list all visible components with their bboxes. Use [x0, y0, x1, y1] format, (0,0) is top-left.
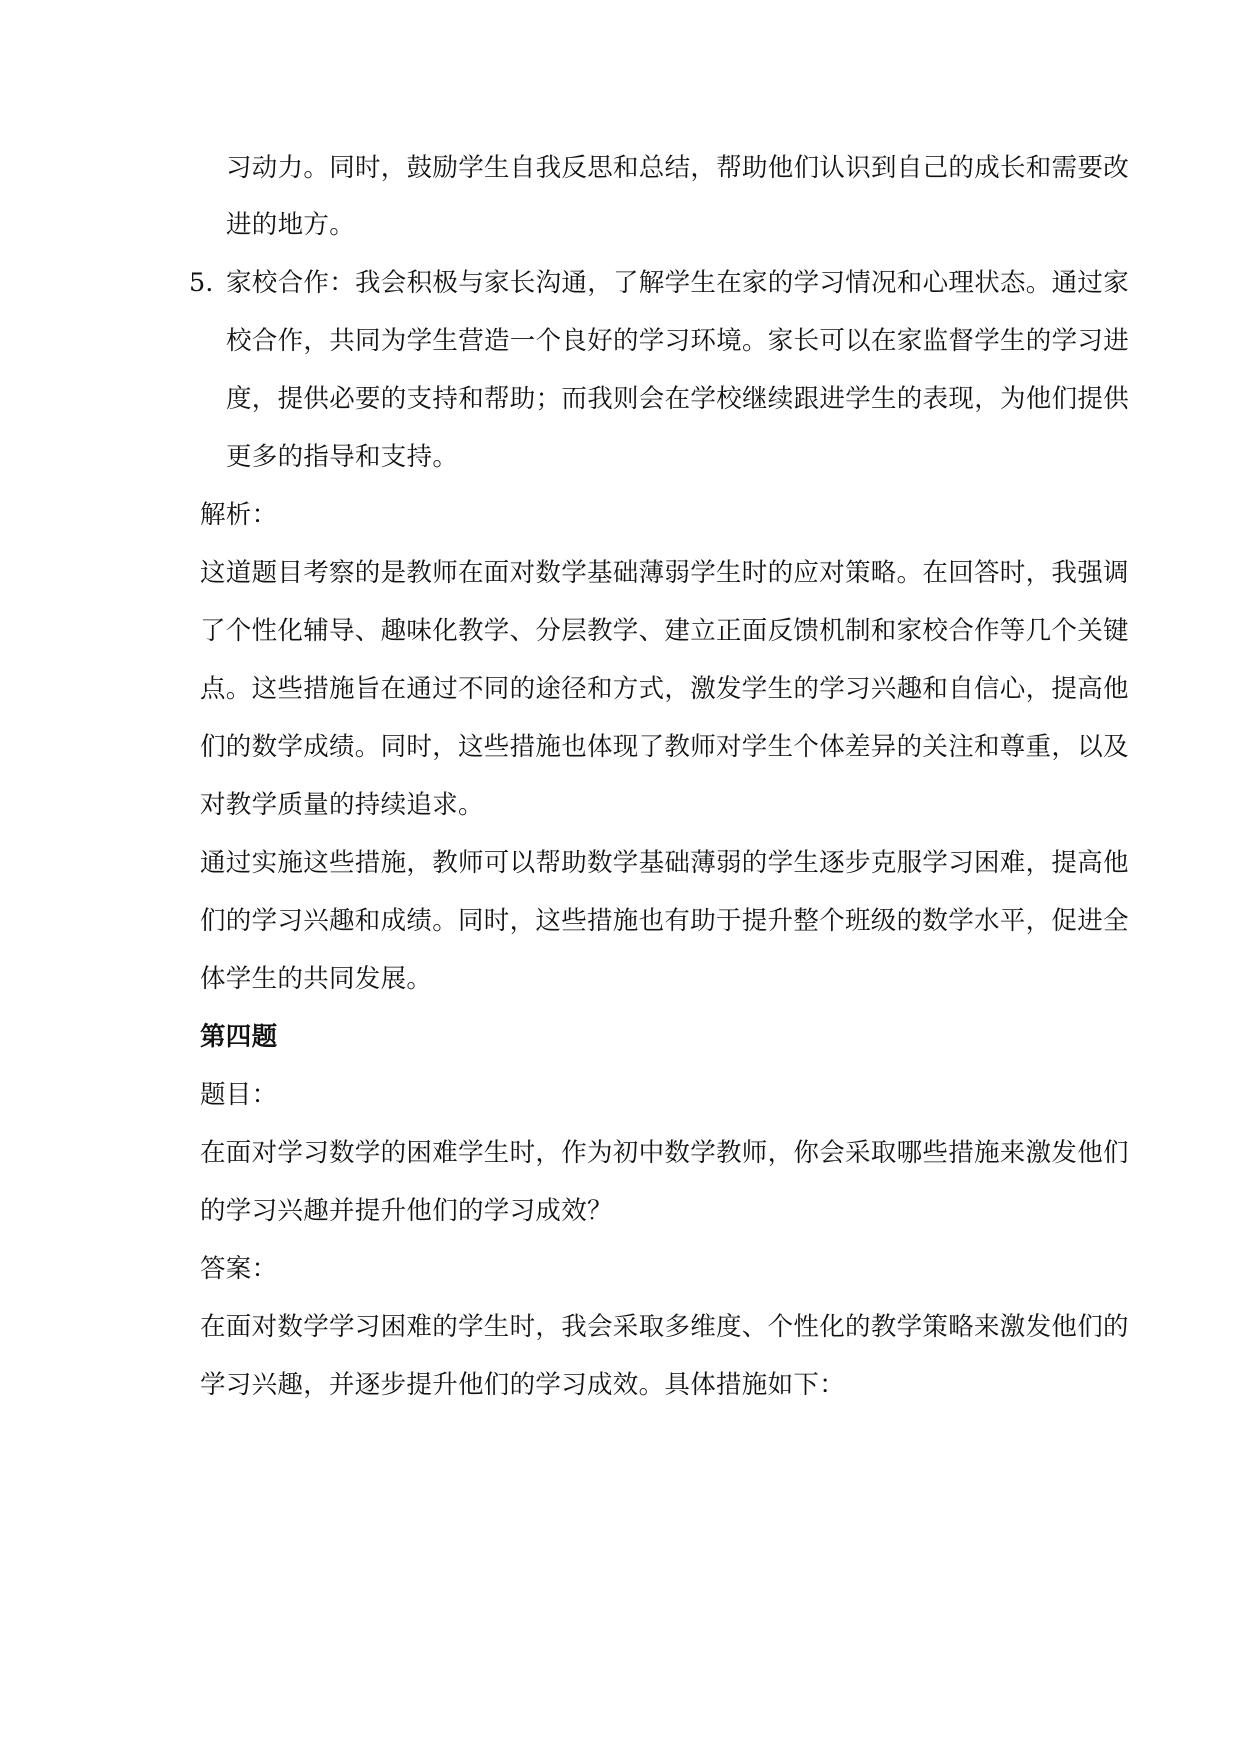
answer-label: 答案： [200, 1254, 278, 1284]
analysis-p1-line-3: 点。这些措施旨在通过不同的途径和方式，激发学生的学习兴趣和自信心，提高他 [200, 674, 1129, 704]
analysis-label: 解析： [200, 500, 278, 530]
continuation-line-2: 进的地方。 [226, 210, 356, 240]
analysis-p2-line-1: 通过实施这些措施，教师可以帮助数学基础薄弱的学生逐步克服学习困难，提高他 [200, 848, 1129, 878]
item-5-line-4: 更多的指导和支持。 [226, 442, 459, 472]
analysis-p1-line-5: 对教学质量的持续追求。 [200, 790, 484, 820]
question-4-heading: 第四题 [200, 1022, 278, 1052]
question-line-1: 在面对学习数学的困难学生时，作为初中数学教师，你会采取哪些措施来激发他们 [200, 1138, 1129, 1168]
answer-line-2: 学习兴趣，并逐步提升他们的学习成效。具体措施如下： [200, 1370, 846, 1400]
question-line-2: 的学习兴趣并提升他们的学习成效？ [200, 1196, 613, 1226]
analysis-p2-line-3: 体学生的共同发展。 [200, 964, 433, 994]
analysis-p1-line-2: 了个性化辅导、趣味化教学、分层教学、建立正面反馈机制和家校合作等几个关键 [200, 616, 1129, 646]
analysis-p2-line-2: 们的学习兴趣和成绩。同时，这些措施也有助于提升整个班级的数学水平，促进全 [200, 906, 1129, 936]
answer-line-1: 在面对数学学习困难的学生时，我会采取多维度、个性化的教学策略来激发他们的 [200, 1312, 1129, 1342]
item-5-line-2: 校合作，共同为学生营造一个良好的学习环境。家长可以在家监督学生的学习进 [226, 326, 1130, 356]
item-5-number: 5. [189, 268, 214, 298]
analysis-p1-line-1: 这道题目考察的是教师在面对数学基础薄弱学生时的应对策略。在回答时，我强调 [200, 558, 1129, 588]
question-label: 题目： [200, 1080, 278, 1110]
item-5-line-3: 度，提供必要的支持和帮助；而我则会在学校继续跟进学生的表现，为他们提供 [226, 384, 1130, 414]
continuation-line-1: 习动力。同时，鼓励学生自我反思和总结，帮助他们认识到自己的成长和需要改 [226, 153, 1130, 183]
item-5-line-1: 家校合作：我会积极与家长沟通，了解学生在家的学习情况和心理状态。通过家 [226, 268, 1130, 298]
analysis-p1-line-4: 们的数学成绩。同时，这些措施也体现了教师对学生个体差异的关注和尊重，以及 [200, 732, 1129, 762]
